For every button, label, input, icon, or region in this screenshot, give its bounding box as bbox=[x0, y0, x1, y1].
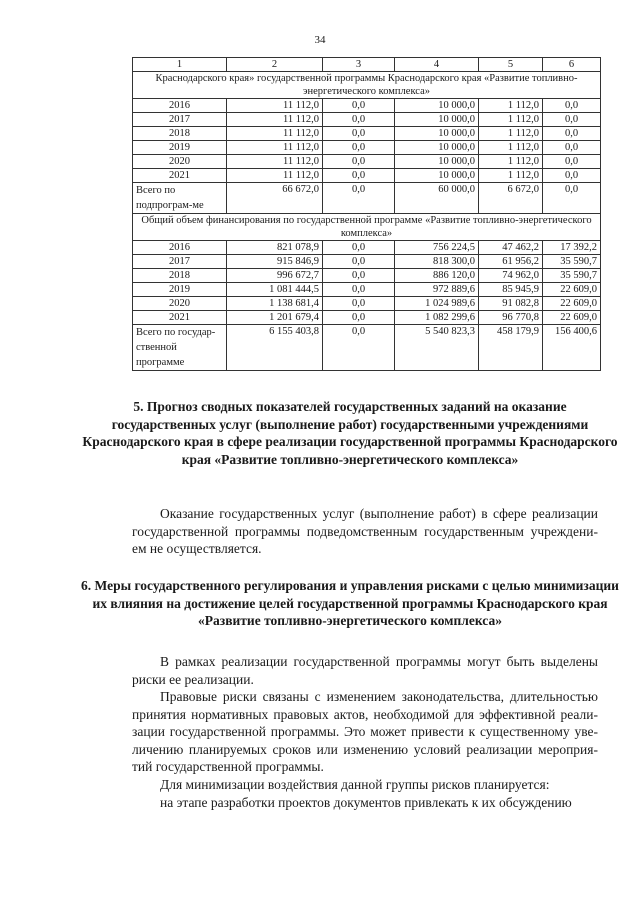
value-cell: 96 770,8 bbox=[479, 311, 543, 325]
value-cell: 22 609,0 bbox=[543, 297, 601, 311]
paragraph-text: Для минимизации воздействия данной группы рисков планируется: bbox=[160, 777, 550, 792]
value-cell: 1 081 444,5 bbox=[227, 283, 323, 297]
table-row bbox=[133, 241, 601, 255]
table-row bbox=[133, 141, 601, 155]
value-cell: 61 956,2 bbox=[479, 255, 543, 269]
value-cell: 1 112,0 bbox=[479, 127, 543, 141]
table-row bbox=[133, 283, 601, 297]
value-cell: 0,0 bbox=[543, 127, 601, 141]
year-cell: 2020 bbox=[133, 297, 227, 311]
section-6-paragraph bbox=[132, 688, 598, 776]
value-cell: 0,0 bbox=[323, 155, 395, 169]
table-row bbox=[133, 255, 601, 269]
program-total-row bbox=[133, 325, 601, 371]
value-cell: 886 120,0 bbox=[395, 269, 479, 283]
value-cell: 74 962,0 bbox=[479, 269, 543, 283]
value-cell: 91 082,8 bbox=[479, 297, 543, 311]
value-cell: 972 889,6 bbox=[395, 283, 479, 297]
total-cell: 6 672,0 bbox=[479, 183, 543, 214]
value-cell: 1 112,0 bbox=[479, 169, 543, 183]
value-cell: 1 201 679,4 bbox=[227, 311, 323, 325]
value-cell: 0,0 bbox=[323, 241, 395, 255]
year-cell: 2019 bbox=[133, 141, 227, 155]
value-cell: 0,0 bbox=[323, 269, 395, 283]
table-row bbox=[133, 113, 601, 127]
value-cell: 85 945,9 bbox=[479, 283, 543, 297]
page-number: 34 bbox=[314, 34, 326, 46]
year-cell: 2020 bbox=[133, 155, 227, 169]
value-cell: 0,0 bbox=[543, 169, 601, 183]
year-cell: 2017 bbox=[133, 255, 227, 269]
value-cell: 10 000,0 bbox=[395, 141, 479, 155]
program-rows bbox=[133, 241, 601, 325]
table-row bbox=[133, 269, 601, 283]
value-cell: 0,0 bbox=[323, 255, 395, 269]
value-cell: 11 112,0 bbox=[227, 113, 323, 127]
table-row bbox=[133, 127, 601, 141]
section-6-paragraph bbox=[132, 653, 598, 688]
section-5-paragraph bbox=[132, 505, 598, 558]
value-cell: 10 000,0 bbox=[395, 127, 479, 141]
section-6-paragraph bbox=[132, 794, 598, 812]
value-cell: 47 462,2 bbox=[479, 241, 543, 255]
paragraph-text: В рамках реализации государственной программы могут быть выделены риски ее реализации. bbox=[132, 654, 598, 687]
section-5-heading: 5. Прогноз сводных показателей государственных заданий на оказание государственных услуг (выполнение работ) государственными учреждениями Краснодарского края в сфере реализации государственной программы Краснодарского края «Развитие топливно-энергетического комплекса» bbox=[82, 399, 618, 467]
value-cell: 17 392,2 bbox=[543, 241, 601, 255]
total-label: Всего по государ-ственной программе bbox=[133, 325, 227, 371]
table-row bbox=[133, 297, 601, 311]
year-cell: 2018 bbox=[133, 127, 227, 141]
value-cell: 0,0 bbox=[543, 99, 601, 113]
total-cell: 5 540 823,3 bbox=[395, 325, 479, 371]
column-header: 1 bbox=[133, 58, 227, 72]
value-cell: 35 590,7 bbox=[543, 269, 601, 283]
value-cell: 11 112,0 bbox=[227, 127, 323, 141]
paragraph-text: Оказание государственных услуг (выполнение работ) в сфере реализации государственной программы подведомственным государственным учреждени-ем не осуществляется. bbox=[132, 506, 598, 556]
value-cell: 756 224,5 bbox=[395, 241, 479, 255]
column-header: 4 bbox=[395, 58, 479, 72]
value-cell: 0,0 bbox=[543, 141, 601, 155]
value-cell: 1 112,0 bbox=[479, 155, 543, 169]
value-cell: 11 112,0 bbox=[227, 155, 323, 169]
value-cell: 1 112,0 bbox=[479, 113, 543, 127]
value-cell: 0,0 bbox=[323, 113, 395, 127]
subprogram-total-row bbox=[133, 183, 601, 214]
value-cell: 0,0 bbox=[543, 113, 601, 127]
value-cell: 0,0 bbox=[543, 155, 601, 169]
value-cell: 1 112,0 bbox=[479, 99, 543, 113]
value-cell: 22 609,0 bbox=[543, 311, 601, 325]
value-cell: 1 024 989,6 bbox=[395, 297, 479, 311]
value-cell: 821 078,9 bbox=[227, 241, 323, 255]
value-cell: 11 112,0 bbox=[227, 99, 323, 113]
value-cell: 1 138 681,4 bbox=[227, 297, 323, 311]
total-cell: 458 179,9 bbox=[479, 325, 543, 371]
total-cell: 0,0 bbox=[323, 325, 395, 371]
total-cell: 6 155 403,8 bbox=[227, 325, 323, 371]
value-cell: 915 846,9 bbox=[227, 255, 323, 269]
value-cell: 0,0 bbox=[323, 127, 395, 141]
value-cell: 0,0 bbox=[323, 141, 395, 155]
column-header: 6 bbox=[543, 58, 601, 72]
table-row bbox=[133, 169, 601, 183]
column-header: 3 bbox=[323, 58, 395, 72]
value-cell: 0,0 bbox=[323, 169, 395, 183]
table-row bbox=[133, 311, 601, 325]
value-cell: 35 590,7 bbox=[543, 255, 601, 269]
year-cell: 2016 bbox=[133, 99, 227, 113]
section-title-row bbox=[133, 72, 601, 99]
value-cell: 0,0 bbox=[323, 297, 395, 311]
year-cell: 2021 bbox=[133, 311, 227, 325]
section-6-heading: 6. Меры государственного регулирования и управления рисками с целью минимизации их влияния на достижение целей государственной программы Краснодарского края «Развитие топливно-энергетического комплекса» bbox=[81, 578, 619, 628]
column-header: 2 bbox=[227, 58, 323, 72]
value-cell: 10 000,0 bbox=[395, 169, 479, 183]
year-cell: 2019 bbox=[133, 283, 227, 297]
value-cell: 22 609,0 bbox=[543, 283, 601, 297]
section-title-row bbox=[133, 214, 601, 241]
value-cell: 0,0 bbox=[323, 311, 395, 325]
value-cell: 818 300,0 bbox=[395, 255, 479, 269]
value-cell: 10 000,0 bbox=[395, 99, 479, 113]
paragraph-text: на этапе разработки проектов документов привлекать к их обсуждению bbox=[160, 795, 572, 810]
total-cell: 0,0 bbox=[323, 183, 395, 214]
section-6-paragraph bbox=[132, 776, 598, 794]
year-cell: 2018 bbox=[133, 269, 227, 283]
value-cell: 0,0 bbox=[323, 283, 395, 297]
total-cell: 156 400,6 bbox=[543, 325, 601, 371]
subprogram-title: Краснодарского края» государственной программы Краснодарского края «Развитие топливно-энергетического комплекса» bbox=[133, 72, 601, 99]
column-header: 5 bbox=[479, 58, 543, 72]
year-cell: 2021 bbox=[133, 169, 227, 183]
table-row bbox=[133, 99, 601, 113]
value-cell: 11 112,0 bbox=[227, 141, 323, 155]
total-cell: 66 672,0 bbox=[227, 183, 323, 214]
program-total-title: Общий объем финансирования по государственной программе «Развитие топливно-энергетического комплекса» bbox=[133, 214, 601, 241]
value-cell: 0,0 bbox=[323, 99, 395, 113]
value-cell: 1 082 299,6 bbox=[395, 311, 479, 325]
financing-table bbox=[132, 57, 601, 371]
table-row bbox=[133, 155, 601, 169]
value-cell: 10 000,0 bbox=[395, 113, 479, 127]
year-cell: 2016 bbox=[133, 241, 227, 255]
value-cell: 996 672,7 bbox=[227, 269, 323, 283]
year-cell: 2017 bbox=[133, 113, 227, 127]
value-cell: 11 112,0 bbox=[227, 169, 323, 183]
total-cell: 60 000,0 bbox=[395, 183, 479, 214]
total-label: Всего по подпрограм-ме bbox=[133, 183, 227, 214]
subprogram-rows bbox=[133, 99, 601, 183]
table-header-row bbox=[133, 58, 601, 72]
value-cell: 1 112,0 bbox=[479, 141, 543, 155]
value-cell: 10 000,0 bbox=[395, 155, 479, 169]
paragraph-text: Правовые риски связаны с изменением законодательства, длительностью принятия нормативных правовых актов, необходимой для эффективной реали-зации государственной программы. Это может привести к существенному уве-личению планируемых сроков или изменению условий реализации мероприя-тий государственной программы. bbox=[132, 689, 598, 774]
total-cell: 0,0 bbox=[543, 183, 601, 214]
